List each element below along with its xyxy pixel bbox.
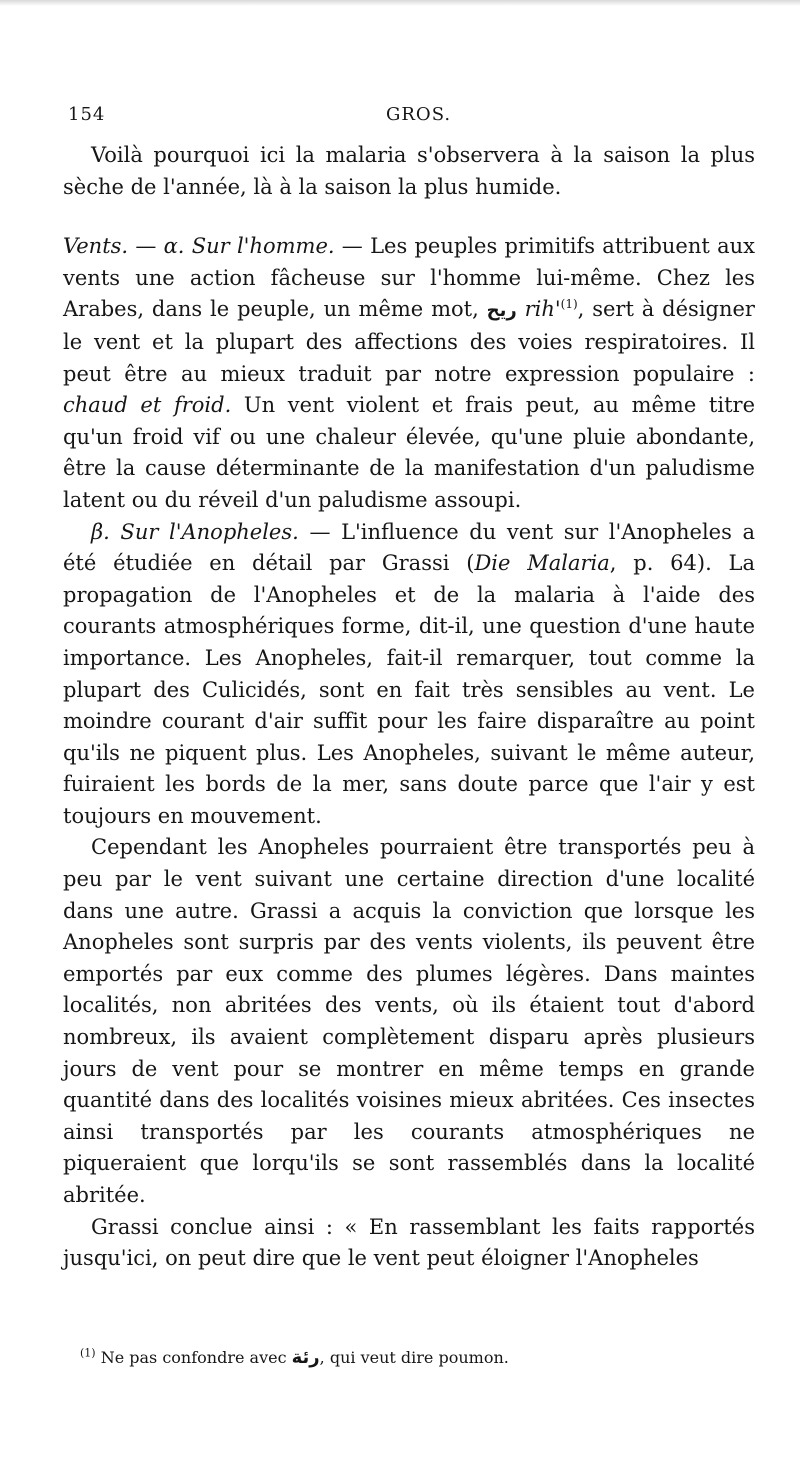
paragraph-text: , sert à désigner le vent et la plupart des affections des voies respiratoires. Il peut être au mieux traduit par notre expression populaire :	[63, 297, 755, 386]
transliteration-rih: rih'	[524, 297, 561, 322]
subsection-label-homme: α. Sur l'homme.	[163, 234, 335, 259]
em-dash: —	[128, 234, 164, 259]
body-text	[63, 140, 755, 1275]
footnote-text: , qui veut dire poumon.	[319, 1348, 509, 1367]
paragraph-anopheles	[63, 517, 755, 833]
footnote-reference: (1)	[560, 297, 578, 312]
page-header	[68, 104, 752, 128]
scan-edge-shadow	[0, 0, 800, 6]
paragraph-gap	[63, 203, 755, 231]
paragraph-transport: Cependant les Anopheles pourraient être transportés peu à peu par le vent suivant une certaine direction d'une localité dans une autre. Grassi a acquis la conviction que lorsque les Anopheles sont surpris par des vents violents, ils peuvent être emportés par eux comme des plumes légères. Dans maintes localités, non abritées des vents, où ils étaient tout d'abord nombreux, ils avaient complètement disparu après plusieurs jours de vent pour se montrer en même temps en grande quantité dans des localités voisines mieux abritées. Ces insectes ainsi transportés par les courants atmosphériques ne piqueraient que lorqu'ils se sont rassemblés dans la localité abritée.	[63, 835, 755, 1207]
paragraph-vents	[63, 231, 755, 516]
paragraph-text: Un vent violent et frais peut, au même titre qu'un froid vif ou une chaleur élevée, qu'une pluie abondante, être la cause déterminante de la manifestation d'un paludisme latent ou du réveil d'un paludisme assoupi.	[63, 393, 755, 512]
paragraph-text: L'influence du vent sur l'Anopheles a été étudiée en détail par Grassi (	[63, 519, 755, 576]
footnote	[80, 1346, 740, 1370]
page-number: 154	[68, 104, 106, 125]
cited-work-title: Die Malaria	[474, 551, 610, 576]
paragraph-1: Voilà pourquoi ici la malaria s'observera à la saison la plus sèche de l'année, là à la saison la plus humide.	[63, 143, 755, 199]
arabic-word-poumon: رئة	[291, 1347, 320, 1368]
section-label-vents: Vents.	[63, 234, 129, 259]
running-head: GROS.	[386, 104, 452, 125]
subsection-label-anopheles: β. Sur l'Anopheles.	[91, 519, 299, 544]
paragraph-conclusion: Grassi conclue ainsi : « En rassemblant les faits rapportés jusqu'ici, on peut dire que le vent peut éloigner l'Anopheles	[63, 1214, 755, 1271]
em-dash: —	[298, 519, 342, 544]
arabic-word-rih: ريح	[486, 300, 517, 322]
em-dash: —	[334, 234, 371, 259]
footnote-mark: (1)	[80, 1346, 96, 1360]
footnote-text: Ne pas confondre avec	[100, 1348, 287, 1367]
paragraph-text: Les peuples primitifs attribuent aux vents une action fâcheuse sur l'homme lui-même. Chez les Arabes, dans le peuple, un même mot,	[63, 234, 755, 322]
paragraph-text: , p. 64). La propagation de l'Anopheles et de la malaria à l'aide des courants atmosphériques forme, dit-il, une question d'une haute importance. Les Anopheles, fait-il remarquer, tout comme la plupart des Culicidés, sont en fait très sensibles au vent. Le moindre courant d'air suffit pour les faire disparaître au point qu'ils ne piquent plus. Les Anopheles, suivant le même auteur, fuiraient les bords de la mer, sans doute parce que l'air y est toujours en mouvement.	[63, 551, 756, 828]
italic-expression: chaud et froid.	[63, 393, 232, 418]
